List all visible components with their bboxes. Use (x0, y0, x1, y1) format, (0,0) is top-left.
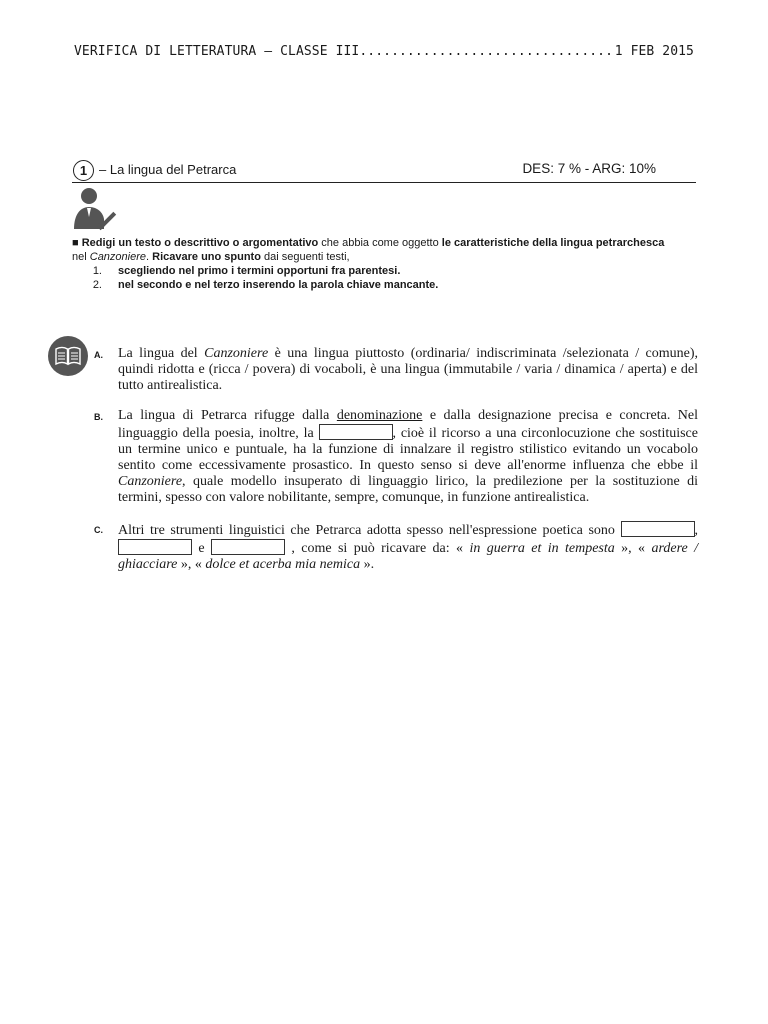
instruction-bold-1: Redigi un testo o descrittivo o argomentativo (81, 237, 319, 249)
instructions-text (72, 236, 696, 264)
item-letter: B. (94, 412, 103, 422)
section-title: – La lingua del Petrarca (99, 162, 237, 177)
text-run: », « (177, 557, 206, 572)
text-run: , quale modello insuperato di linguaggio lirico, la predilezione per la sostituzione di termini, spesso con valore nobilitante, sempre, comunque, in funzione antirealistica. (118, 474, 698, 505)
exercise-item-a (94, 346, 698, 394)
open-book-icon (48, 336, 88, 376)
italic-run: in guerra et in tempesta (469, 541, 615, 556)
step-item (72, 264, 696, 278)
section-weights: DES: 7 % - ARG: 10% (522, 161, 656, 176)
text-run: è una lingua piuttosto (ordinaria/ indiscriminata /selezionata / comune), quindi ridotta e (ricca / povera) di vocaboli, è una lingua (immutabile / varia / dinamica / aperta) e del tutto antirealistica. (118, 346, 698, 393)
instructions-block (72, 236, 696, 292)
italic-run: dolce et acerba mia nemica (205, 557, 361, 572)
text-run: e (192, 541, 211, 556)
answer-blank-b[interactable] (319, 424, 393, 440)
text-run: La lingua di Petrarca rifugge dalla (118, 408, 337, 423)
underlined-run: denominazione (336, 408, 423, 423)
header-date: 1 FEB 2015 (614, 44, 694, 59)
instruction-text-4: dai seguenti testi, (260, 251, 350, 263)
header-title: VERIFICA DI LETTERATURA – CLASSE III (74, 44, 360, 59)
italic-run: Canzoniere (204, 346, 269, 361)
italic-run: ardere / ghiacciare (118, 541, 699, 572)
item-letter: C. (94, 525, 103, 535)
text-run: ». (360, 557, 375, 572)
instruction-text-1: che abbia come oggetto (318, 237, 442, 249)
writer-person-icon (72, 187, 118, 231)
instruction-bold-2: le caratteristiche della lingua petrarchesca (441, 237, 665, 249)
instruction-steps (72, 264, 696, 292)
bullet-square: ■ (72, 237, 79, 249)
step-item (72, 278, 696, 292)
section-heading (72, 158, 696, 183)
text-run: , cioè il ricorso a una circonlocuzione che sostituisce un termine unico e puntuale, ha la funzione di innalzare il registro stilistico evitando un vocabolo sentito come eccessivamente prosastico. In questo senso si deve all'enorme influenza che ebbe il (118, 426, 698, 473)
page-header (74, 44, 694, 59)
step-text: scegliendo nel primo i termini opportuni fra parentesi. (118, 265, 401, 277)
item-text (118, 346, 698, 394)
text-run: , (694, 523, 698, 538)
section-number: 1 (73, 160, 94, 181)
text-run: , come si può ricavare da: « (285, 541, 470, 556)
item-text (118, 521, 698, 573)
answer-blank-c2[interactable] (118, 539, 192, 555)
instruction-bold-3: Ricavare uno spunto (152, 251, 261, 263)
answer-blank-c3[interactable] (211, 539, 285, 555)
item-text (118, 408, 698, 506)
text-run: La lingua del (118, 346, 205, 361)
text-run: e dalla designazione precisa e concreta. Nel linguaggio della poesia, inoltre, la (118, 408, 699, 441)
header-leader-dots (359, 44, 614, 59)
step-number: 1. (92, 265, 102, 277)
step-text: nel secondo e nel terzo inserendo la parola chiave mancante. (118, 279, 439, 291)
instruction-text-2: nel (72, 251, 90, 263)
text-run: », « (614, 541, 652, 556)
instruction-italic-1: Canzoniere (89, 251, 147, 263)
italic-run: Canzoniere (118, 474, 183, 489)
exercise-item-b (94, 408, 698, 506)
exercise-item-c (94, 521, 698, 573)
item-letter: A. (94, 350, 103, 360)
answer-blank-c1[interactable] (621, 521, 695, 537)
instruction-text-3: . (146, 251, 153, 263)
text-run: Altri tre strumenti linguistici che Petrarca adotta spesso nell'espressione poetica sono (118, 523, 621, 538)
step-number: 2. (92, 279, 102, 291)
